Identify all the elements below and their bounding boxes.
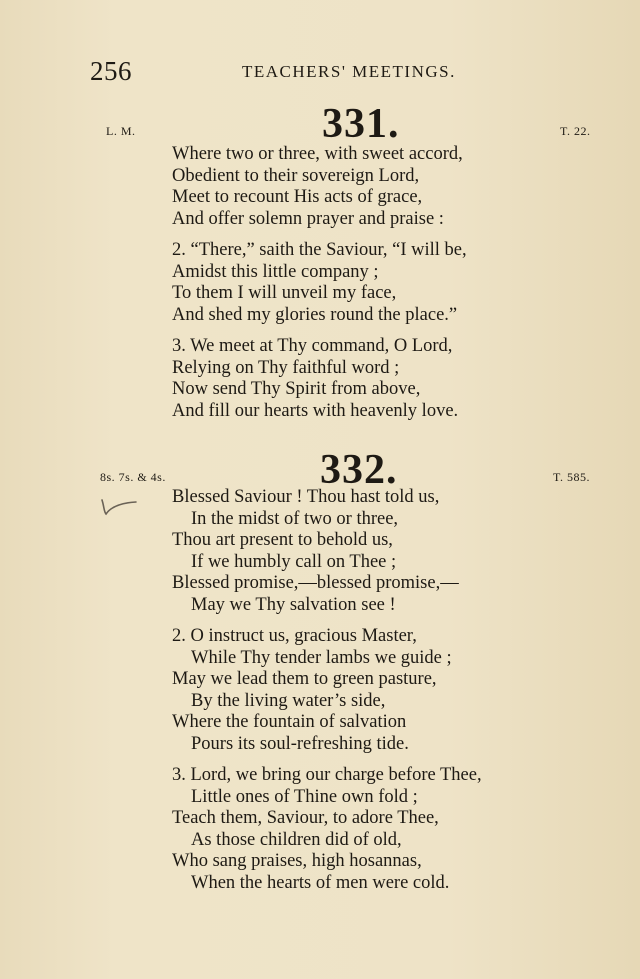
hymn-331-meter: L. M. <box>106 124 136 138</box>
verse-line: Pours its soul-refreshing tide. <box>191 733 409 754</box>
hymn-332-meter: 8s. 7s. & 4s. <box>100 470 166 484</box>
verse-line: Blessed Saviour ! Thou hast told us, <box>172 487 440 507</box>
verse-line: And offer solemn prayer and praise : <box>172 208 444 229</box>
verse-line: Where the fountain of salvation <box>172 712 407 733</box>
verse-line: As those children did of old, <box>191 829 402 850</box>
verse-line: Now send Thy Spirit from above, <box>172 379 421 400</box>
hymn-332-number: 332. <box>320 447 398 493</box>
verse-line: 3. Lord, we bring our charge before Thee, <box>172 765 482 785</box>
verse-line: 2. “There,” saith the Saviour, “I will be, <box>172 240 467 260</box>
verse-line: While Thy tender lambs we guide ; <box>191 647 452 668</box>
verse-line: May we lead them to green pasture, <box>172 669 437 690</box>
verse-line: Amidst this little company ; <box>172 261 379 282</box>
verse-line: Little ones of Thine own fold ; <box>191 786 418 807</box>
hymn-332-stanza-3 <box>172 765 482 895</box>
hymn-331-stanza-2 <box>172 240 467 326</box>
verse-line: 2. O instruct us, gracious Master, <box>172 626 417 646</box>
hymn-331-stanza-1 <box>172 144 463 230</box>
verse-line: And fill our hearts with heavenly love. <box>172 400 459 421</box>
hymn-332-stanza-1 <box>172 487 459 617</box>
verse-line: Obedient to their sovereign Lord, <box>172 165 420 186</box>
verse-line: 3. We meet at Thy command, O Lord, <box>172 336 453 356</box>
hymn-332-stanza-2 <box>172 626 452 756</box>
hymn-332-tune: T. 585. <box>553 470 590 484</box>
verse-line: Where two or three, with sweet accord, <box>172 144 463 164</box>
hymn-331-stanza-3 <box>172 336 458 422</box>
verse-line: Blessed promise,—blessed promise,— <box>172 573 459 594</box>
verse-line: Teach them, Saviour, to adore Thee, <box>172 808 439 829</box>
verse-line: May we Thy salvation see ! <box>191 594 396 615</box>
verse-line: To them I will unveil my face, <box>172 283 397 304</box>
verse-line: In the midst of two or three, <box>191 508 399 529</box>
running-head: TEACHERS' MEETINGS. <box>242 62 456 81</box>
hymn-331-number: 331. <box>322 101 400 147</box>
verse-line: Relying on Thy faithful word ; <box>172 357 400 378</box>
verse-line: If we humbly call on Thee ; <box>191 551 397 572</box>
verse-line: Thou art present to behold us, <box>172 530 393 551</box>
verse-line: Who sang praises, high hosannas, <box>172 851 422 872</box>
verse-line: And shed my glories round the place.” <box>172 304 458 325</box>
pencil-mark-icon <box>98 494 140 516</box>
verse-line: By the living water’s side, <box>191 690 386 711</box>
verse-line: Meet to recount His acts of grace, <box>172 187 423 208</box>
page-number: 256 <box>90 56 132 86</box>
hymn-331-tune: T. 22. <box>560 124 591 138</box>
verse-line: When the hearts of men were cold. <box>191 872 450 893</box>
